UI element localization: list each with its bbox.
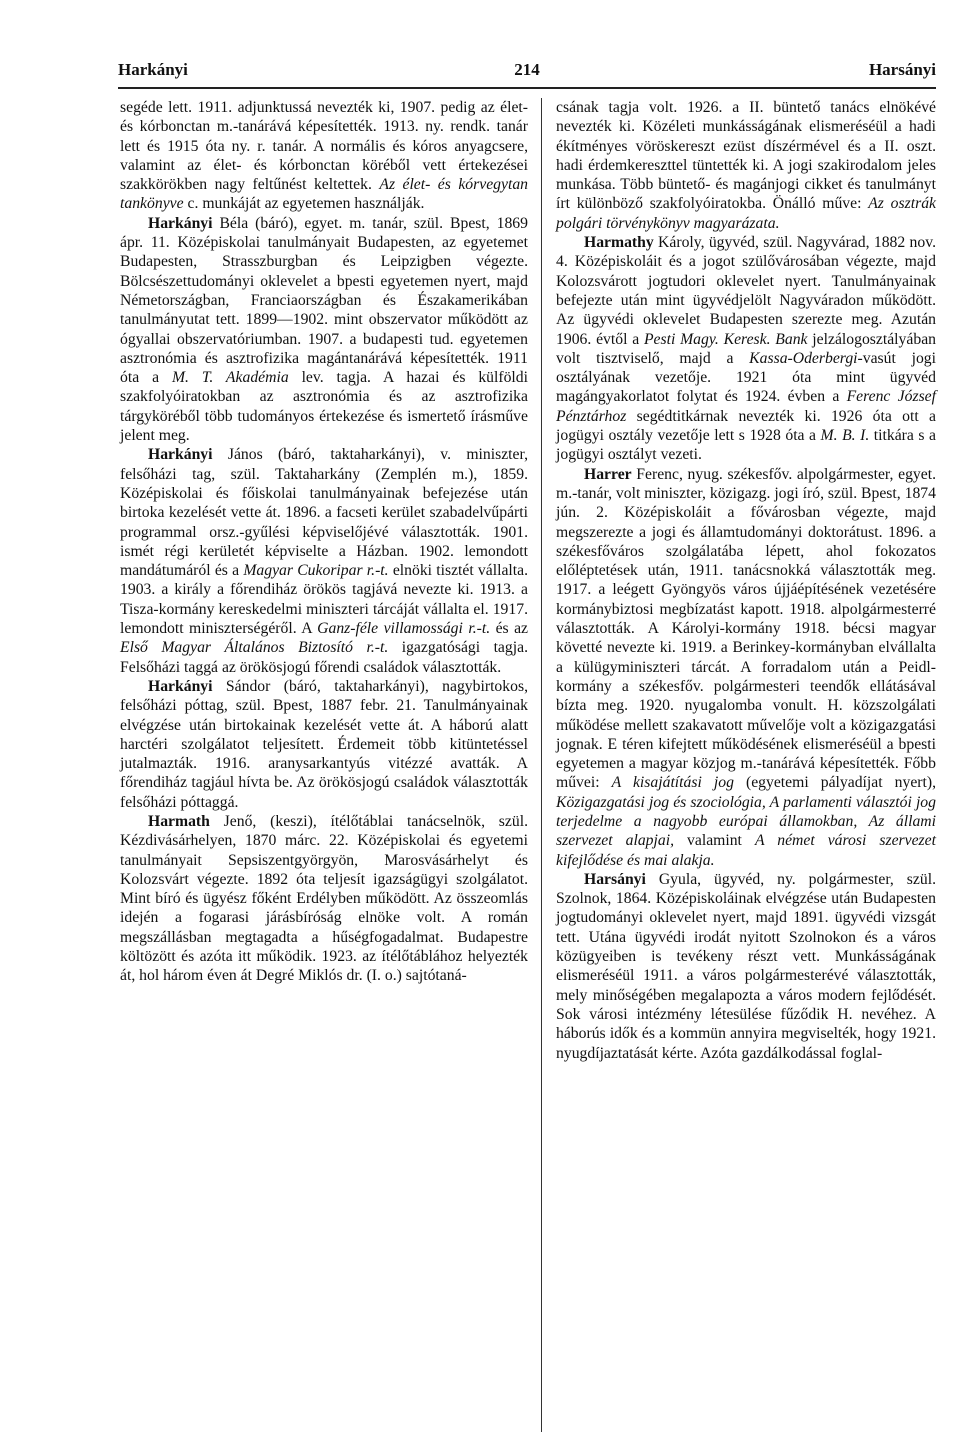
- entry-paragraph: [120, 445, 528, 677]
- entry-text: csának tagja volt. 1926. a II. büntető tanács elnökévé nevezték ki. Közéleti munkásságának elismeréséül a hadi ékítményes vöröskereszt ezüst díszérmével és a II. oszt. hadi érdemkereszttel tüntették ki. A jogi szakirodalom jeles munkása. Több büntető- és magánjogi cikket és tanulmányt írt különböző szakfolyóiratokba. Önálló műve:: [556, 99, 936, 213]
- page-number: 214: [514, 60, 540, 79]
- column-divider: [541, 98, 542, 1432]
- entry-paragraph: [556, 870, 936, 1063]
- entry-text: titkára s a jogügyi osztályt vezeti.: [556, 427, 937, 464]
- entry-paragraph: [556, 233, 936, 465]
- entry-text: igazgatósági tagja. Felsőházi taggá az örökösjogú főrendi családok választották.: [120, 639, 528, 676]
- entry-text: Jenő, (keszi), ítélőtáblai tanácselnök, szül. Kézdivásárhelyen, 1870 márc. 22. Középiskolai és egyetemi tanulmányait Sepsiszentgyörgyön, Marosvásárhelyt és Kolozsvárt végezte. 1892 óta teljesít igazságügyi szolgálatot. Mint bíró és ügyész főként Erdélyben működött. Az összeomlás idején a fogarasi járásbíróság elnöke volt. A román megszállásban megtagadta a hűségfogadalmat. Budapestre költözött és azóta itt működik. 1923. az ítélőtáblához helyezték át, hol három éven át Degré Miklós dr. (I. o.) sajtótaná-: [120, 812, 528, 985]
- entry-paragraph: [120, 677, 528, 812]
- entry-text: (egyetemi pályadíjat nyert),: [733, 774, 937, 792]
- entry-paragraph: [120, 98, 528, 214]
- italic-title: Pesti Magy. Keresk. Bank: [643, 330, 808, 348]
- entry-text: Károly, ügyvéd, szül. Nagyvárad, 1882 nov. 4. Középiskoláit és a jogot szülővárosában végezte, majd Kolozsvárott jogtudori oklevelet nyert. Tanulmányainak befejezte után mint ügyvédjelölt Nagyváradon működött. Az ügyvédi oklevelet Budapesten szerezte meg. Azután 1906. évtől a: [556, 234, 936, 348]
- italic-title: A kisajátítási jog: [611, 774, 734, 792]
- entry-paragraph: [120, 812, 528, 986]
- right-column: [556, 98, 936, 1063]
- left-column: [120, 98, 528, 986]
- entry-text: -vasút jogi osztályának vezetője. 1921 óta mint ügyvéd magángyakorlatot folytat és 1924. évben a: [556, 349, 936, 406]
- entry-name: Harkányi: [148, 446, 213, 464]
- italic-title: Közigazgatási jog és szociológia, A parlamenti választói jog terjedelme a nagyobb európai államokban, Az állami szervezet alapjai,: [556, 793, 936, 850]
- italic-title: M. B. I.: [820, 427, 870, 445]
- italic-title: M. T. Akadémia: [171, 369, 289, 387]
- entry-text: segédtitkárnak nevezték ki. 1926 óta ott a jogügyi osztály vezetője lett s 1928 óta a: [556, 407, 936, 445]
- entry-text: és az: [490, 620, 529, 638]
- italic-title: Magyar Cukoripar r.-t.: [243, 562, 389, 580]
- entry-paragraph: [556, 465, 936, 870]
- entry-text: Sándor (báró, taktaharkányi), nagybirtokos, felsőházi póttag, szül. Bpest, 1887 febr. 21. Tanulmányainak elvégzése után birtokainak kezelését vette át. A háború alatt harctéri szolgálatot teljesített. Érdemeit több kitüntetéssel jutalmazták. 1916. aranysarkantyús vitézzé avatták. A főrendiház tagjául hívta be. Az örökösjogú családok választották felsőházi póttaggá.: [120, 677, 528, 811]
- entry-text: Gyula, ügyvéd, ny. polgármester, szül. Szolnok, 1864. Középiskoláinak elvégzése után Budapesten jogtudományi oklevelet nyert, majd 1891. ügyvédi vizsgát tett. Utána ügyvédi irodát nyitott Szolnokon és a város közügyeiben is tevékeny részt vett. Munkásságának elismeréséül 1911. a város polgármesterévé választották, mely minőségében megalapozta a város modern fejlődését. Sok városi intézmény létesülése fűződik H. nevéhez. A háborús idők és a kommün annyira megviselték, hogy 1921. nyugdíjaztatását kérte. Azóta gazdálkodással foglal-: [556, 870, 936, 1062]
- header-left-keyword: Harkányi: [118, 60, 188, 79]
- entry-name: Harkányi: [148, 677, 213, 695]
- entry-text: lev. tagja. A hazai és külföldi szakfolyóiratokban az asztronómia és az asztrofizika tárgyköréből több tudományos értekezése és ismertető írásműve jelent meg.: [120, 369, 528, 445]
- entry-paragraph: [556, 98, 936, 233]
- italic-title: Ganz-féle villamossági r.-t.: [317, 620, 491, 638]
- header-rule: [118, 87, 936, 89]
- entry-name: Harmathy: [584, 234, 654, 252]
- entry-text: jelzálogosztályában volt tisztviselő, majd a: [556, 330, 936, 367]
- entry-text: valamint: [674, 832, 755, 850]
- italic-title: Kassa-Oderbergi: [749, 349, 858, 367]
- entry-text: elnöki tisztét vállalta. 1903. a király a főrendiház örökös tagjává nevezte ki. 1913. a Tisza-kormány kereskedelmi miniszteri tárcáját vállalta el. 1917. lemondott miniszterségéről. A: [120, 562, 529, 638]
- italic-title: Az osztrák polgári törvénykönyv magyarázata.: [556, 195, 936, 232]
- italic-title: Az élet- és kórvegytan tankönyve: [120, 176, 529, 213]
- entry-name: Harsányi: [584, 870, 646, 888]
- entry-text: c. munkáját az egyetemen használják.: [183, 195, 425, 213]
- header-right-keyword: Harsányi: [868, 60, 936, 79]
- entry-name: Harrer: [584, 465, 632, 483]
- entry-name: Harkányi: [148, 214, 213, 232]
- running-header: [118, 60, 936, 86]
- italic-title: A német városi szervezet kifejlődése és mai alakja.: [556, 832, 936, 869]
- entry-text: Béla (báró), egyet. m. tanár, szül. Bpest, 1869 ápr. 11. Középiskolai tanulmányait Budapesten, az egyetemet Budapesten, Strasszburgban és Leipzigben végezte. Bölcsészettudományi oklevelet a bpesti egyetemen nyert, majd Németországban, Franciaországban és Északamerikában tanulmányutat tett. 1899—1902. mint obszervator működött az ógyallai obszervatóriumban. 1907. a budapesti tud. egyetemen asztronómia és asztrofizika magántanárává képesítették. 1911 óta a: [120, 214, 528, 387]
- entry-name: Harmath: [148, 812, 210, 830]
- entry-text: János (báró, taktaharkányi), v. miniszter, felsőházi tag, szül. Taktaharkány (Zemplén m.), 1859. Középiskolai és főiskolai tanulmányainak befejezése után birtoka kezelését vette át. 1896. a facseti kerület szabadelvűpárti programmal orsz.-gyűlési képviselőjévé választották. 1901. ismét régi kerületét képviselte a Házban. 1902. lemondott mandátumáról és a: [120, 446, 528, 580]
- italic-title: Első Magyar Általános Biztosító r.-t.: [120, 639, 389, 657]
- italic-title: Ferenc József Pénztárhoz: [556, 388, 936, 425]
- entry-paragraph: [120, 214, 528, 446]
- entry-text: Ferenc, nyug. székesfőv. alpolgármester, egyet. m.-tanár, volt miniszter, közigazg. jogi író, szül. Bpest, 1874 jún. 2. Középiskoláit a fővárosban végezte, majd megszerezte a jogi és államtudományi doktorátust. 1896. a székesfőváros szolgálatába lépett, ahol fokozatos előléptetések után, 1911. tanácsnokká választották meg. 1917. a leégett Gyöngyös város újjáépítésének vezetésére kormánybiztosi megbízatást kapott. 1918. alpolgármesterré választották. A Károlyi-kormány 1918. bécsi magyar követté nevezte ki. 1919. a Berinkey-kormányban elvállalta a külügyminiszteri tárcát. A forradalom után a Peidl-kormány a székesfőv. polgármesteri teendők ellátásával bízta meg. 1920. nyugalomba vonult. H. közszolgálati működése mellett szakavatott művelője volt a közigazgatási jognak. E téren kifejtett működésének elismeréséül a bpesti egyetemen a magyar közjog m.-tanárává képesítették. Főbb művei:: [556, 465, 936, 792]
- entry-text: segéde lett. 1911. adjunktussá nevezték ki, 1907. pedig az élet- és kórbonctan m.-tanárává képesítették. 1913. ny. rendk. tanár lett és 1915 óta ny. r. tanár. A normális és kóros anyagcsere, valamint az élet- és kórbonctan köréből vett értekezései szakkörökben nagy feltűnést keltettek.: [120, 99, 528, 194]
